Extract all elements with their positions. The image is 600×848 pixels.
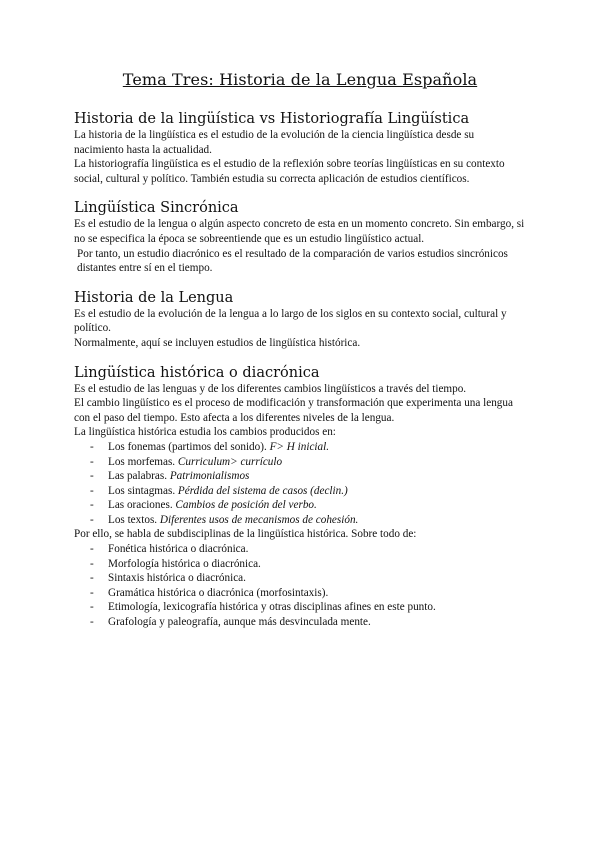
item-text: Los morfemas. [108, 455, 178, 468]
item-text: Los textos. [108, 513, 160, 526]
section-heading: Historia de la lingüística vs Historiografía Lingüística [74, 111, 470, 127]
paragraph: Es el estudio de la lengua o algún aspecto concreto de esta en un momento concreto. Sin embargo, si no se especifica la época se sobreentiende que es un estudio lingüístico actual. [74, 218, 525, 245]
section-heading: Lingüística histórica o diacrónica [74, 364, 320, 381]
item-text: Las oraciones. [108, 499, 176, 512]
item-text: Los sintagmas. [108, 484, 178, 497]
item-example: Curriculum> currículo [177, 455, 283, 468]
list-item [90, 498, 526, 513]
section-historia-linguistica [74, 111, 526, 186]
paragraph: Es el estudio de las lenguas y de los diferentes cambios lingüísticos a través del tiempo. [74, 382, 467, 395]
item-example: Pérdida del sistema de casos (declin.) [177, 484, 348, 497]
item-text: Los fonemas (partimos del sonido). [108, 440, 270, 453]
item-text: Las palabras. [108, 470, 170, 483]
item-example: F> H inicial. [269, 440, 330, 453]
paragraph: La historia de la lingüística es el estudio de la evolución de la ciencia lingüística desde su nacimiento hasta la actualidad. [74, 129, 475, 156]
section-linguistica-sincronica [74, 200, 526, 275]
list-item: - Etimología, lexicografía histórica y otras disciplinas afines en este punto. [90, 600, 526, 615]
section-linguistica-historica [74, 365, 526, 630]
list-item: - Gramática histórica o diacrónica (morfosintaxis). [90, 586, 526, 601]
section-heading: Lingüística Sincrónica [74, 200, 239, 217]
cambios-list [74, 440, 526, 528]
item-example: Patrimonialismos [169, 470, 250, 483]
list-item [90, 484, 526, 499]
list-item [90, 469, 526, 484]
section-heading: Historia de la Lengua [74, 289, 234, 306]
paragraph: La lingüística histórica estudia los cambios producidos en: [74, 426, 336, 439]
item-example: Cambios de posición del verbo. [175, 499, 317, 512]
paragraph: Por tanto, un estudio diacrónico es el resultado de la comparación de varios estudios sincrónicos distantes entre sí en el tiempo. [77, 247, 508, 275]
item-example: Diferentes usos de mecanismos de cohesión. [159, 513, 359, 526]
paragraph: Por ello, se habla de subdisciplinas de la lingüística histórica. Sobre todo de: [74, 528, 417, 541]
paragraph: El cambio lingüístico es el proceso de modificación y transformación que experimenta una lengua con el paso del tiempo. Esto afecta a los diferentes niveles de la lengua. [74, 397, 513, 424]
list-item [90, 455, 526, 470]
page-title: Tema Tres: Historia de la Lengua Española [122, 70, 478, 89]
list-item [90, 440, 526, 455]
paragraph: Es el estudio de la evolución de la lengua a lo largo de los siglos en su contexto social, cultural y político. [74, 307, 507, 335]
list-item: - Morfología histórica o diacrónica. [90, 557, 526, 572]
list-item [90, 513, 526, 528]
subdisciplinas-list [74, 542, 526, 630]
list-item: - Fonética histórica o diacrónica. [90, 542, 526, 557]
list-item: - Grafología y paleografía, aunque más desvinculada mente. [90, 615, 526, 630]
paragraph: La historiografía lingüística es el estudio de la reflexión sobre teorías lingüísticas en su contexto social, cultural y político. También estudia su correcta aplicación de estudios científicos. [74, 158, 505, 185]
section-historia-lengua [74, 290, 526, 351]
paragraph: Normalmente, aquí se incluyen estudios de lingüística histórica. [74, 336, 361, 349]
list-item: - Sintaxis histórica o diacrónica. [90, 571, 526, 586]
